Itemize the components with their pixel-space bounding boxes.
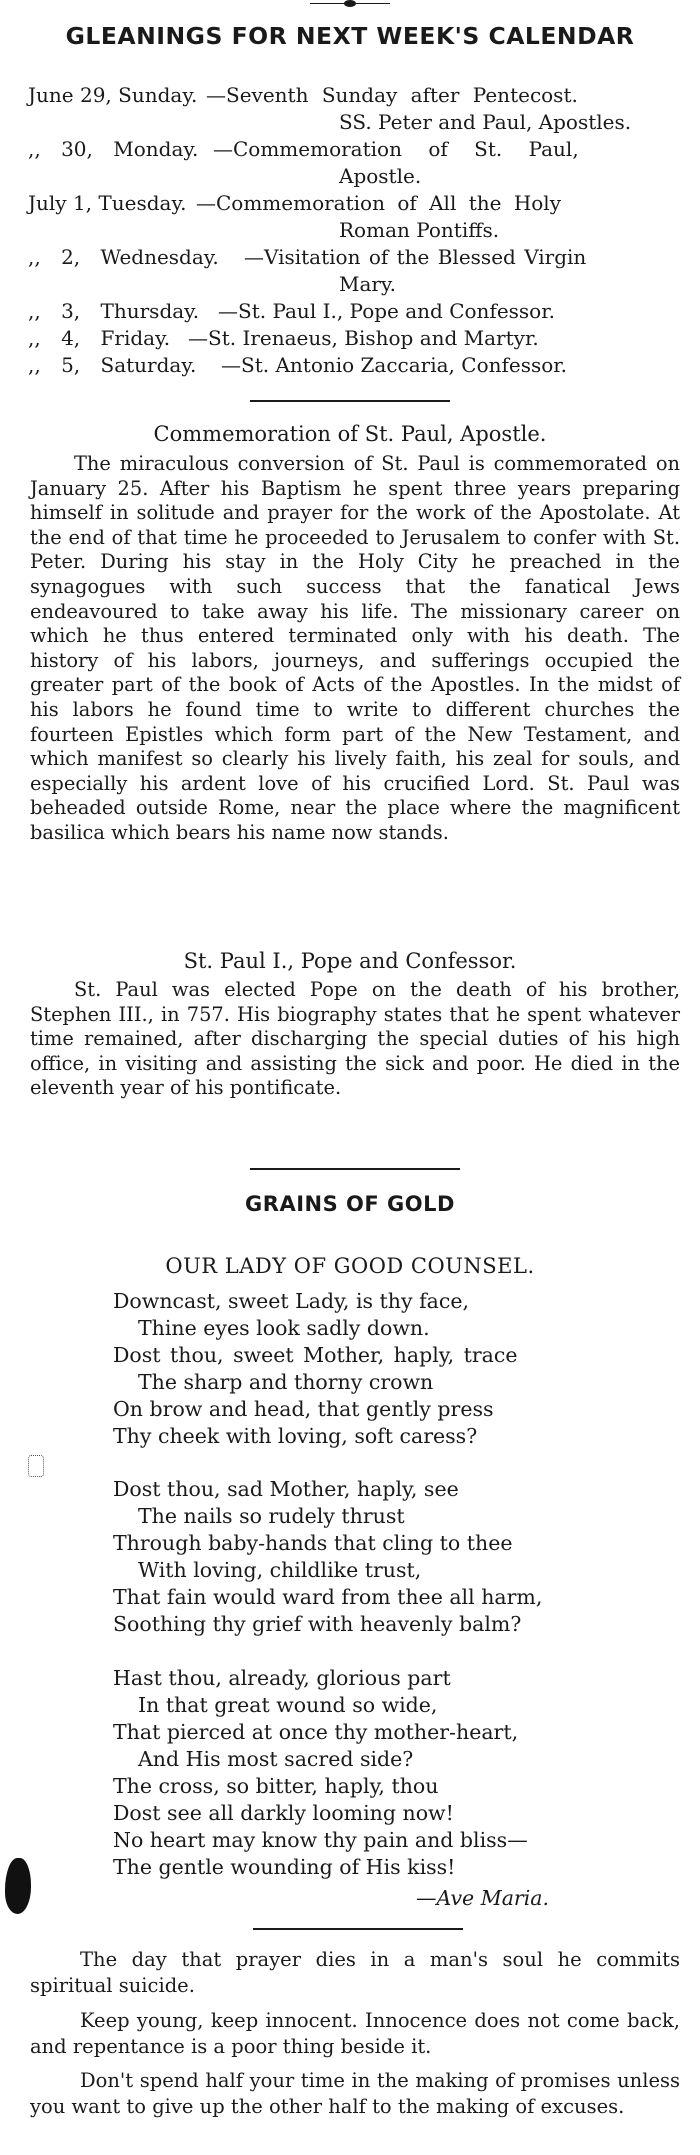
- calendar-text: —St. Paul I., Pope and Confessor.: [218, 299, 555, 323]
- poem-line: Downcast, sweet Lady, is thy face,: [113, 1289, 470, 1313]
- poem-line: The nails so rudely thrust: [138, 1504, 405, 1528]
- divider-rule: [250, 400, 450, 402]
- top-ornament: [344, 0, 356, 7]
- poem-line: Thy cheek with loving, soft caress?: [113, 1424, 478, 1448]
- calendar-text: —Commemoration of St. Paul,: [213, 137, 579, 161]
- calendar-cont: Mary.: [339, 272, 396, 296]
- paul-paragraph: The miraculous conversion of St. Paul is commemorated on January 25. After his Baptism he spent three years preparing himself in solitude and prayer for the work of the Apostolate. At the end of that time he proceeded to Jerusalem to confer with St. Peter. During his stay in the Holy City he preached in the synagogues with such success that the fanatical Jews endeavoured to take away his life. The missionary career on which he thus entered terminated only with his death. The history of his labors, journeys, and sufferings occupied the greater part of the book of Acts of the Apostles. In the midst of his labors he found time to write to different churches the fourteen Epistles which form part of the New Testament, and which manifest so clearly his lively faith, his zeal for souls, and especially his ardent love of his crucified Lord. St. Paul was beheaded outside Rome, near the place where the magnificent basilica which bears his name now stands.: [30, 452, 680, 844]
- calendar-date: ,, 2, Wednesday.: [28, 245, 219, 269]
- calendar-date: June 29, Sunday.: [28, 83, 198, 107]
- maxim-paragraph: The day that prayer dies in a man's soul he commits spiritual suicide.: [30, 1948, 680, 1997]
- calendar-text: —Visitation of the Blessed Virgin: [244, 245, 587, 269]
- calendar-date: July 1, Tuesday.: [28, 191, 187, 215]
- calendar-date: ,, 5, Saturday.: [28, 353, 197, 377]
- calendar-text: —St. Irenaeus, Bishop and Martyr.: [188, 326, 539, 350]
- poem-line: Through baby-hands that cling to thee: [113, 1531, 513, 1555]
- calendar-date: ,, 3, Thursday.: [28, 299, 200, 323]
- ink-smudge-mark: [28, 1455, 44, 1477]
- poem-line: Thine eyes look sadly down.: [138, 1316, 430, 1340]
- divider-rule: [253, 1928, 463, 1930]
- pope-heading: St. Paul I., Pope and Confessor.: [183, 949, 517, 973]
- grains-title: GRAINS OF GOLD: [245, 1192, 455, 1216]
- poem-line: In that great wound so wide,: [138, 1693, 438, 1717]
- poem-title: OUR LADY OF GOOD COUNSEL.: [165, 1254, 535, 1278]
- poem-line: The sharp and thorny crown: [138, 1370, 434, 1394]
- calendar-text: —Commemoration of All the Holy: [196, 191, 561, 215]
- maxim-paragraph: Don't spend half your time in the making of promises unless you want to give up the other half to the making of excuses.: [30, 2069, 680, 2118]
- poem-attribution: —Ave Maria.: [416, 1886, 550, 1910]
- poem-line: That pierced at once thy mother-heart,: [113, 1720, 519, 1744]
- poem-line: Dost thou, sad Mother, haply, see: [113, 1477, 459, 1501]
- poem-line: On brow and head, that gently press: [113, 1397, 494, 1421]
- ink-blot-mark: [5, 1858, 31, 1914]
- poem-line: No heart may know thy pain and bliss—: [113, 1828, 528, 1852]
- maxim-paragraph: Keep young, keep innocent. Innocence does not come back, and repentance is a poor thing beside it.: [30, 2009, 680, 2058]
- poem-line: The gentle wounding of His kiss!: [113, 1855, 456, 1879]
- calendar-cont: SS. Peter and Paul, Apostles.: [339, 110, 632, 134]
- poem-line: With loving, childlike trust,: [138, 1558, 422, 1582]
- calendar-cont: Apostle.: [339, 164, 422, 188]
- gleanings-title: GLEANINGS FOR NEXT WEEK'S CALENDAR: [65, 22, 635, 50]
- calendar-cont: Roman Pontiffs.: [339, 218, 500, 242]
- poem-line: And His most sacred side?: [138, 1747, 414, 1771]
- pope-paragraph: St. Paul was elected Pope on the death of his brother, Stephen III., in 757. His biography states that he spent whatever time remained, after discharging the special duties of his high office, in visiting and assisting the sick and poor. He died in the eleventh year of his pontificate.: [30, 978, 680, 1100]
- poem-line: That fain would ward from thee all harm,: [113, 1585, 543, 1609]
- section-rule: [250, 1168, 460, 1170]
- calendar-text: —St. Antonio Zaccaria, Confessor.: [221, 353, 568, 377]
- calendar-date: ,, 30, Monday.: [28, 137, 199, 161]
- poem-line: Dost thou, sweet Mother, haply, trace: [113, 1343, 518, 1367]
- poem-line: Soothing thy grief with heavenly balm?: [113, 1612, 522, 1636]
- poem-line: Dost see all darkly looming now!: [113, 1801, 454, 1825]
- paul-heading: Commemoration of St. Paul, Apostle.: [153, 422, 547, 446]
- calendar-date: ,, 4, Friday.: [28, 326, 171, 350]
- poem-line: Hast thou, already, glorious part: [113, 1666, 451, 1690]
- calendar-text: —Seventh Sunday after Pentecost.: [206, 83, 578, 107]
- poem-line: The cross, so bitter, haply, thou: [113, 1774, 439, 1798]
